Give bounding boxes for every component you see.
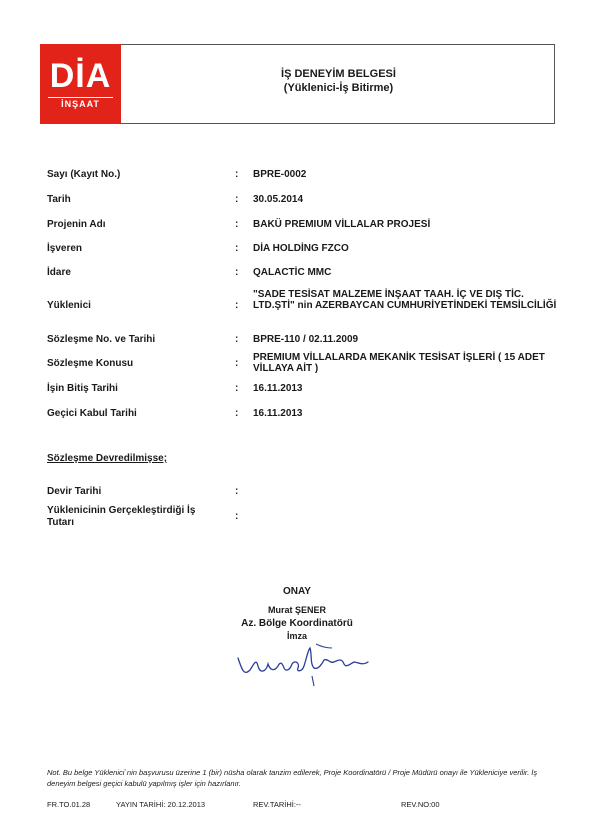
field-value-sayi: BPRE-0002 — [253, 169, 307, 180]
field-colon: : — [235, 383, 239, 394]
logo-sub-text: İNŞAAT — [48, 97, 113, 109]
signature-label: İmza — [286, 631, 307, 641]
footer-rev-date: REV.TARİHİ:-- — [253, 800, 301, 809]
field-label-is-tutari: Yüklenicinin Gerçekleştirdiği İş Tutarı — [47, 505, 196, 528]
field-value-sozlesme-konusu: PREMIUM VİLLALARDA MEKANİK TESİSAT İŞLERİ ( 15 ADET VİLLAYA AİT ) — [253, 352, 545, 374]
field-label-devir-tarihi: Devir Tarihi — [47, 486, 102, 497]
field-colon: : — [235, 511, 239, 522]
field-label-gecici-kabul: Geçici Kabul Tarihi — [47, 408, 137, 419]
field-label-bitis: İşin Bitiş Tarihi — [47, 383, 118, 394]
note-text: Not. Bu belge Yüklenici`nin başvurusu üzerine 1 (bir) nüsha olarak tanzim edilerek, Proje Koordinatörü / Proje Müdürü onayı ile Yükleniciye verilir. İş deneyim belgesi geçici kabulü yapılmış işler için hazırlanır. — [47, 768, 538, 788]
field-colon: : — [235, 300, 239, 311]
field-colon: : — [235, 169, 239, 180]
field-value-proje: BAKÜ PREMIUM VİLLALAR PROJESİ — [253, 219, 431, 230]
field-label-idare: İdare — [47, 267, 71, 278]
field-value-idare: QALACTİC MMC — [253, 267, 332, 278]
field-value-bitis: 16.11.2013 — [253, 383, 303, 394]
field-value-sozlesme-no: BPRE-110 / 02.11.2009 — [253, 334, 359, 345]
field-label-proje: Projenin Adı — [47, 219, 106, 230]
field-colon: : — [235, 267, 239, 278]
field-colon: : — [235, 358, 239, 369]
field-label-yuklenici: Yüklenici — [47, 300, 91, 311]
field-label-isveren: İşveren — [47, 243, 83, 254]
dia-logo — [40, 44, 121, 124]
field-label-tarih: Tarih — [47, 194, 71, 205]
field-colon: : — [235, 334, 239, 345]
field-colon: : — [235, 486, 239, 497]
document-title: İŞ DENEYİM BELGESİ — [281, 68, 396, 80]
approver-title: Az. Bölge Koordinatörü — [241, 618, 353, 629]
field-label-sozlesme-konusu: Sözleşme Konusu — [47, 358, 134, 369]
footer-publish-date: YAYIN TARİHİ: 20.12.2013 — [116, 800, 206, 809]
field-colon: : — [235, 219, 239, 230]
field-colon: : — [235, 408, 239, 419]
field-value-gecici-kabul: 16.11.2013 — [253, 408, 303, 419]
transfer-heading: Sözleşme Devredilmişse; — [47, 453, 168, 464]
field-colon: : — [235, 194, 239, 205]
logo-main-text: DİA — [49, 57, 112, 95]
footer-rev-no: REV.NO:00 — [401, 800, 440, 809]
field-label-sayi: Sayı (Kayıt No.) — [47, 169, 121, 180]
approver-name: Murat ŞENER — [267, 605, 326, 615]
field-value-yuklenici: "SADE TESİSAT MALZEME İNŞAAT TAAH. İÇ VE DIŞ TİC. LTD.ŞTİ" nin AZERBAYCAN CUMHURİYETİNDEKİ TEMSİLCİLİĞİ — [253, 289, 557, 311]
document-subtitle: (Yüklenici-İş Bitirme) — [283, 82, 394, 94]
approval-heading: ONAY — [283, 586, 311, 597]
field-colon: : — [235, 243, 239, 254]
footer-form-no: FR.TO.01.28 — [47, 800, 91, 809]
field-value-isveren: DİA HOLDİNG FZCO — [253, 243, 349, 254]
signature-image — [230, 640, 380, 690]
field-label-sozlesme-no: Sözleşme No. ve Tarihi — [47, 334, 156, 345]
field-value-tarih: 30.05.2014 — [253, 194, 304, 205]
